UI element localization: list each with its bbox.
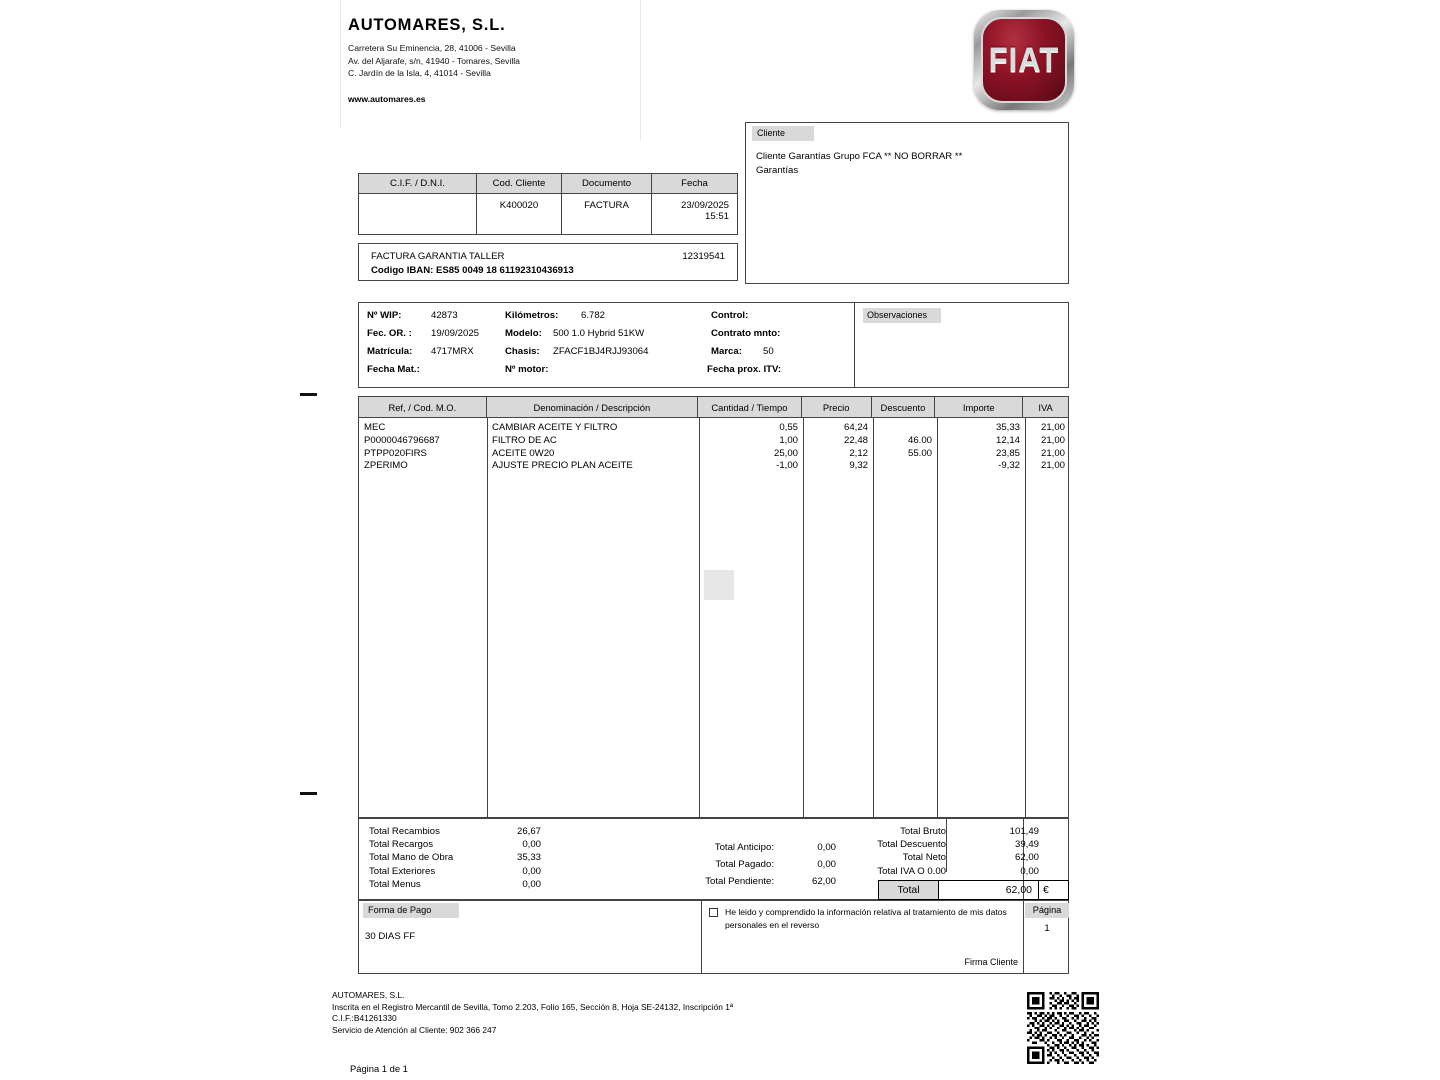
cliente-details xyxy=(756,150,962,177)
total-label: Total Menus xyxy=(369,878,421,890)
field-km-label: Kilómetros: xyxy=(505,310,559,321)
header-documento: Documento xyxy=(562,174,652,193)
total-value: 0,00 xyxy=(522,839,541,851)
line-items-header xyxy=(359,397,1068,418)
cell-importe: 35,33 xyxy=(995,422,1020,433)
letterhead xyxy=(348,16,648,104)
page-indicator: Página 1 de 1 xyxy=(350,1063,408,1074)
col-header-ref: Ref, / Cod. M.O. xyxy=(359,397,487,417)
garantia-title-row xyxy=(359,244,737,262)
header-cif: C.I.F. / D.N.I. xyxy=(359,174,477,193)
vehicle-info-box xyxy=(358,302,1069,388)
total-value: 39,49 xyxy=(1014,839,1039,851)
invoice-info-table xyxy=(358,173,738,235)
forma-de-pago-tag: Forma de Pago xyxy=(363,903,459,918)
col-header-descuento: Descuento xyxy=(872,397,936,417)
total-row xyxy=(811,825,1044,838)
total-value: 0,00 xyxy=(522,865,541,877)
qr-code-icon xyxy=(1027,992,1099,1064)
letterhead-guide-left xyxy=(340,0,341,128)
total-row xyxy=(369,851,541,864)
consent-checkbox[interactable] xyxy=(709,908,718,917)
fold-mark-top xyxy=(300,393,317,396)
total-row xyxy=(369,825,541,838)
footer-company: AUTOMARES, S.L. xyxy=(332,990,405,1000)
cell-importe: 23,85 xyxy=(995,447,1020,459)
company-address-1: Carretera Su Eminencia, 28, 41006 - Sevilla xyxy=(348,43,516,53)
table-row xyxy=(359,460,1068,473)
cliente-line-2: Garantías xyxy=(756,164,799,176)
total-row xyxy=(369,838,541,851)
total-label: Total Neto xyxy=(902,852,946,864)
firma-cliente-label: Firma Cliente xyxy=(964,957,1018,967)
cell-desc: CAMBIAR ACEITE Y FILTRO xyxy=(492,422,618,433)
observaciones-tag: Observaciones xyxy=(863,308,941,323)
total-value: 35,33 xyxy=(516,852,541,864)
total-value: 62,00 xyxy=(1014,852,1039,864)
cliente-line-1: Cliente Garantías Grupo FCA ** NO BORRAR ** xyxy=(756,151,963,162)
col-divider-1 xyxy=(487,418,488,818)
total-label: Total Anticipo: xyxy=(714,842,774,853)
field-km-value: 6.782 xyxy=(581,310,606,321)
grand-total-value: 62,00 xyxy=(939,881,1039,899)
cell-iva: 21,00 xyxy=(1040,422,1065,433)
col-header-precio: Precio xyxy=(802,397,872,417)
scan-artifact xyxy=(704,570,734,600)
totals-middle-column xyxy=(614,839,836,890)
cell-ref: P0000046796687 xyxy=(364,434,440,446)
field-modelo-label: Modelo: xyxy=(505,328,542,339)
payment-divider-2 xyxy=(1023,901,1024,973)
table-row xyxy=(359,422,1068,435)
cell-desc: ACEITE 0W20 xyxy=(492,447,555,459)
invoice-info-value-row xyxy=(359,194,737,235)
value-fecha-group xyxy=(652,194,737,235)
value-cif xyxy=(359,194,477,235)
line-items-body xyxy=(359,418,1068,818)
cliente-tag: Cliente xyxy=(752,126,814,141)
pagina-number: 1 xyxy=(1044,923,1050,934)
cell-descuento: 55.00 xyxy=(907,447,932,459)
field-control-label: Control: xyxy=(711,310,749,321)
company-website: www.automares.es xyxy=(348,93,426,104)
field-contrato-label: Contrato mnto: xyxy=(711,328,781,339)
value-hora: 15:51 xyxy=(704,211,729,222)
field-chasis-value: ZFACF1BJ4RJJ93064 xyxy=(553,346,649,357)
vehicle-fields xyxy=(359,303,855,387)
total-label: Total Bruto xyxy=(900,826,946,837)
field-wip-value: 42873 xyxy=(431,310,458,321)
total-value: 0,00 xyxy=(522,878,541,890)
field-fecor-label: Fec. OR. : xyxy=(367,328,412,339)
totals-right-column xyxy=(811,825,1044,878)
forma-de-pago-value: 30 DIAS FF xyxy=(365,931,416,942)
fold-mark-bottom xyxy=(300,792,317,795)
pagina-tag: Página xyxy=(1025,903,1069,918)
cell-importe: 12,14 xyxy=(995,434,1020,446)
total-row xyxy=(614,873,836,890)
fiat-logo-icon xyxy=(968,8,1080,112)
cell-ref: PTPP020FIRS xyxy=(364,447,427,459)
header-fecha: Fecha xyxy=(652,174,737,193)
total-label: Total Pendiente: xyxy=(705,876,774,887)
field-itv-label: Fecha prox. ITV: xyxy=(707,364,782,375)
footer-customer-service: Servicio de Atención al Cliente: 902 366 247 xyxy=(332,1024,497,1035)
total-row xyxy=(369,865,541,878)
total-row xyxy=(614,839,836,856)
col-header-descripcion: Denominación / Descripción xyxy=(487,397,698,417)
value-documento: FACTURA xyxy=(562,194,652,235)
col-divider-6 xyxy=(1025,418,1026,818)
grand-total-strip xyxy=(878,880,1069,900)
fiat-logo-badge xyxy=(981,17,1067,103)
col-divider-2 xyxy=(699,418,700,818)
table-row xyxy=(359,435,1068,448)
consent-text: He leido y comprendido la información relativa al tratamiento de mis datos personales en el reverso xyxy=(725,907,1007,930)
footer-cif: C.I.F.:B41261330 xyxy=(332,1013,397,1024)
company-name: AUTOMARES, S.L. xyxy=(348,16,506,34)
cell-descuento: 46.00 xyxy=(907,434,932,446)
cell-iva: 21,00 xyxy=(1040,460,1065,472)
field-matricula-label: Matrícula: xyxy=(367,346,413,357)
col-header-iva: IVA xyxy=(1023,397,1068,417)
garantia-iban: Codigo IBAN: ES85 0049 18 61192310436913 xyxy=(371,265,574,276)
cell-desc: AJUSTE PRECIO PLAN ACEITE xyxy=(492,460,633,472)
cell-ref: ZPERIMO xyxy=(364,460,408,472)
total-label: Total Mano de Obra xyxy=(369,852,454,864)
total-value: 0,00 xyxy=(817,842,836,853)
total-label: Total Exteriores xyxy=(369,865,436,877)
field-fechamat-label: Fecha Mat.: xyxy=(367,364,420,375)
fiat-logo-text: FIAT xyxy=(988,39,1060,80)
cell-cantidad: 25,00 xyxy=(773,447,798,459)
total-row xyxy=(614,856,836,873)
cell-ref: MEC xyxy=(364,422,386,433)
total-row xyxy=(811,865,1044,878)
cell-descuento xyxy=(873,460,937,473)
total-label: Total Pagado: xyxy=(715,859,774,870)
value-fecha: 23/09/2025 xyxy=(680,200,729,211)
totals-box xyxy=(358,818,1069,900)
payment-box xyxy=(358,900,1069,974)
line-items-table xyxy=(358,396,1069,818)
cell-iva: 21,00 xyxy=(1040,434,1065,446)
company-address-3: C. Jardín de la Isla, 4, 41014 - Sevilla xyxy=(348,68,491,79)
field-fecor-value: 19/09/2025 xyxy=(431,328,480,339)
cell-precio: 64,24 xyxy=(843,422,868,433)
value-cod-cliente: K400020 xyxy=(477,194,562,235)
cell-iva: 21,00 xyxy=(1040,447,1065,459)
field-marca-value: 50 xyxy=(763,346,774,357)
field-motor-label: Nº motor: xyxy=(505,364,549,375)
total-label: Total Descuento xyxy=(877,839,946,851)
total-row xyxy=(811,851,1044,864)
garantia-title: FACTURA GARANTIA TALLER xyxy=(371,251,505,262)
col-divider-5 xyxy=(937,418,938,818)
cell-precio: 2,12 xyxy=(849,447,868,459)
grand-total-label: Total xyxy=(879,881,939,899)
line-items-rows xyxy=(359,422,1068,473)
total-value: 0,00 xyxy=(817,859,836,870)
table-row xyxy=(359,448,1068,461)
field-wip-label: Nº WIP: xyxy=(367,310,402,321)
col-divider-3 xyxy=(803,418,804,818)
col-header-importe: Importe xyxy=(935,397,1023,417)
company-address-2: Av. del Aljarafe, s/n, 41940 - Tomares, Sevilla xyxy=(348,55,520,66)
total-row xyxy=(369,878,541,891)
total-label: Total IVA O 0.00 xyxy=(877,865,946,877)
legal-footer xyxy=(332,990,733,1036)
field-modelo-value: 500 1.0 Hybrid 51KW xyxy=(553,328,645,339)
cell-cantidad: 0,55 xyxy=(779,422,798,433)
cell-precio: 22,48 xyxy=(843,434,868,446)
payment-divider-1 xyxy=(701,901,702,973)
cell-cantidad: -1,00 xyxy=(776,460,798,472)
garantia-number: 12319541 xyxy=(682,251,725,262)
header-cod-cliente: Cod. Cliente xyxy=(477,174,562,193)
cliente-box xyxy=(745,122,1069,284)
totals-left-column xyxy=(369,825,541,891)
total-value: 0,00 xyxy=(1020,865,1039,877)
field-matricula-value: 4717MRX xyxy=(431,346,474,357)
total-label: Total Recargos xyxy=(369,839,433,851)
total-value: 62,00 xyxy=(811,876,836,887)
invoice-info-header-row xyxy=(359,174,737,194)
cell-descuento xyxy=(873,422,937,435)
field-marca-label: Marca: xyxy=(711,346,742,357)
cell-precio: 9,32 xyxy=(849,460,868,472)
total-value: 101,49 xyxy=(1009,826,1039,837)
cell-importe: -9,32 xyxy=(998,460,1020,472)
col-header-cantidad: Cantidad / Tiempo xyxy=(698,397,802,417)
garantia-box xyxy=(358,243,738,281)
field-chasis-label: Chasis: xyxy=(505,346,540,357)
observaciones-area xyxy=(855,303,1068,387)
cell-cantidad: 1,00 xyxy=(779,434,798,446)
grand-total-currency: € xyxy=(1043,884,1049,896)
total-value: 26,67 xyxy=(516,826,541,837)
total-row xyxy=(811,838,1044,851)
cell-desc: FILTRO DE AC xyxy=(492,434,557,446)
footer-registry: Inscrita en el Registro Mercantil de Sevilla, Tomo 2.203, Folio 165, Sección 8, Hoja SE-24132, Inscripción 1ª xyxy=(332,1001,733,1012)
col-divider-4 xyxy=(873,418,874,818)
total-label: Total Recambios xyxy=(369,826,440,837)
